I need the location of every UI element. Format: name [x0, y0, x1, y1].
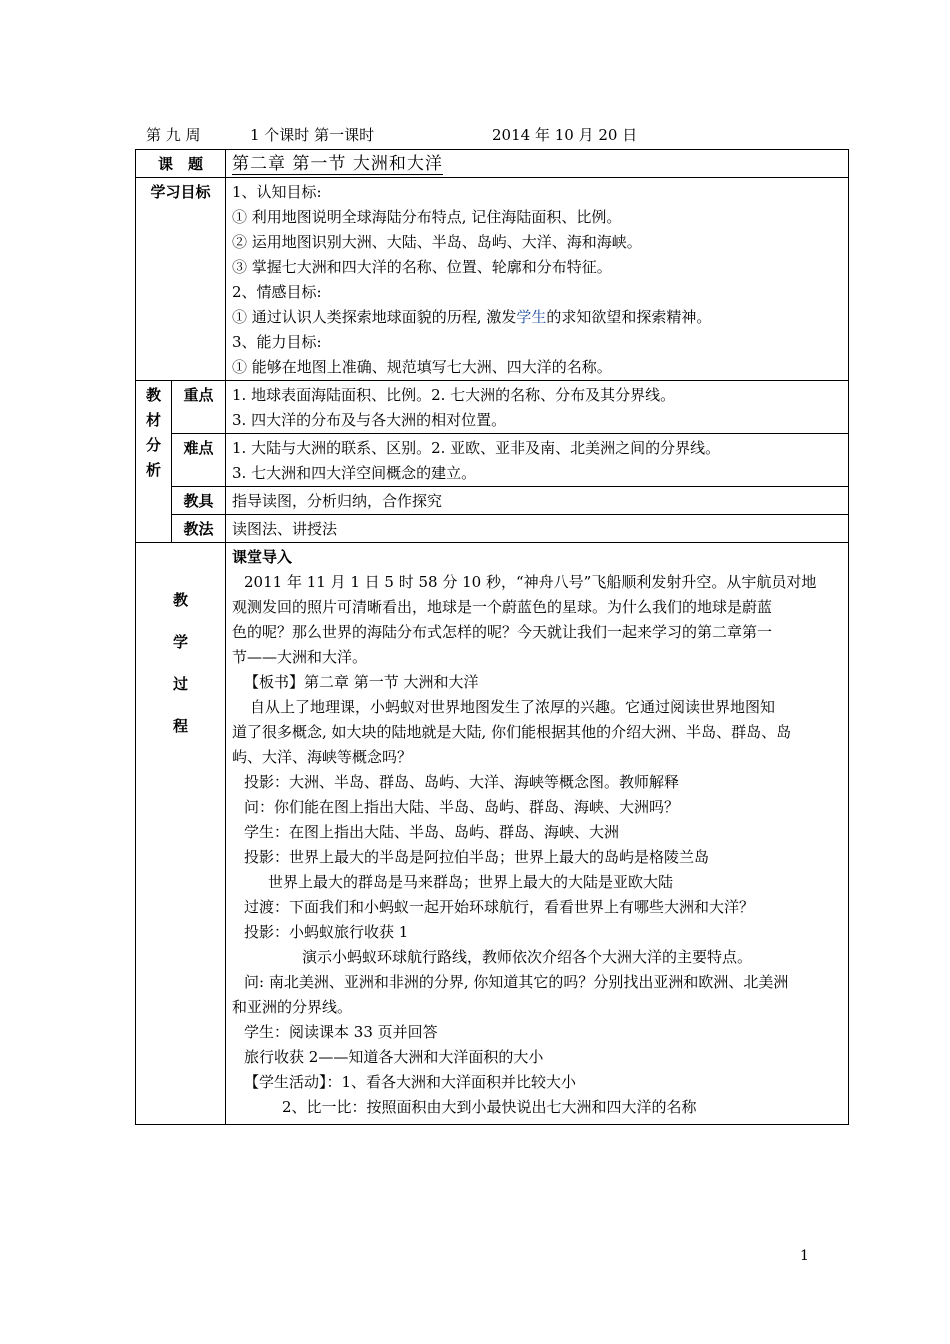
analysis-char: 材 — [145, 411, 161, 429]
key-points-content — [226, 381, 849, 434]
step-line: 投影：大洲、半岛、群岛、岛屿、大洋、海峡等概念图。教师解释 — [244, 773, 680, 791]
tools-label: 教具 — [172, 487, 226, 515]
analysis-char: 教 — [145, 386, 161, 404]
step-line: 旅行收获 2——知道各大洲和大洋面积的大小 — [244, 1048, 544, 1066]
analysis-char: 析 — [145, 461, 161, 479]
objective-text: ① 通过认识人类探索地球面貌的历程, 激发 — [232, 308, 517, 326]
paragraph-line: 屿、大洋、海峡等概念吗？ — [232, 748, 413, 766]
tools-row — [136, 487, 849, 515]
difficulty-content — [226, 434, 849, 487]
step-line: 问：你们能在图上指出大陆、半岛、岛屿、群岛、海峡、大洲吗？ — [244, 798, 680, 816]
activity-line: 2、比一比：按照面积由大到小最快说出七大洲和四大洋的名称 — [282, 1098, 697, 1116]
date-label: 2014 年 10 月 20 日 — [492, 126, 638, 144]
step-line: 【学生活动】：1、看各大洲和大洋面积并比较大小 — [244, 1073, 577, 1091]
step-line: 学生：在图上指出大陆、半岛、岛屿、群岛、海峡、大洲 — [244, 823, 620, 841]
step-line: 投影：小蚂蚁旅行收获 1 — [244, 923, 409, 941]
method-label: 教法 — [172, 515, 226, 543]
key-point-line: 1. 地球表面海陆面积、比例。2. 七大洲的名称、分布及其分界线。 — [232, 386, 676, 404]
page-number: 1 — [800, 1248, 809, 1264]
process-char: 过 — [173, 675, 189, 693]
lesson-plan-table — [135, 149, 849, 1125]
tools-content: 指导读图，分析归纳，合作探究 — [226, 487, 849, 515]
process-char: 学 — [173, 633, 189, 651]
process-label — [136, 543, 226, 1125]
objective-line: ① 利用地图说明全球海陆分布特点, 记住海陆面积、比例。 — [232, 208, 622, 226]
question-line: 和亚洲的分界线。 — [232, 998, 353, 1016]
objectives-row — [136, 178, 849, 381]
step-line-indented: 世界上最大的群岛是马来群岛；世界上最大的大陆是亚欧大陆 — [268, 873, 674, 891]
objective-line: ③ 掌握七大洲和四大洋的名称、位置、轮廓和分布特征。 — [232, 258, 612, 276]
paragraph-line: 自从上了地理课，小蚂蚁对世界地图发生了浓厚的兴趣。它通过阅读世界地图知 — [250, 698, 776, 716]
key-point-line: 3. 四大洋的分布及与各大洲的相对位置。 — [232, 411, 507, 429]
intro-line: 2011 年 11 月 1 日 5 时 58 分 10 秒，“神舟八号”飞船顺利发射升空。从宇航员对地 — [244, 573, 817, 591]
analysis-char: 分 — [145, 436, 161, 454]
method-content: 读图法、讲授法 — [226, 515, 849, 543]
demo-line: 演示小蚂蚁环球航行路线，教师依次介绍各个大洲大洋的主要特点。 — [302, 948, 753, 966]
week-label: 第 九 周 — [146, 126, 201, 144]
objective-line: 1、认知目标: — [232, 183, 322, 201]
intro-line: 节——大洲和大洋。 — [232, 648, 368, 666]
objective-line: 2、情感目标: — [232, 283, 322, 301]
board-note: 【板书】第二章 第一节 大洲和大洋 — [244, 673, 479, 691]
topic-label: 课 题 — [136, 150, 226, 178]
key-points-label: 重点 — [172, 381, 226, 434]
step-line: 投影：世界上最大的半岛是阿拉伯半岛；世界上最大的岛屿是格陵兰岛 — [244, 848, 710, 866]
process-row — [136, 543, 849, 1125]
process-char: 程 — [173, 717, 189, 735]
question-line: 问: 南北美洲、亚洲和非洲的分界, 你知道其它的吗？分别找出亚洲和欧洲、北美洲 — [244, 973, 789, 991]
objective-line: 3、能力目标: — [232, 333, 322, 351]
objectives-label: 学习目标 — [136, 178, 226, 381]
topic-title — [226, 150, 849, 178]
objective-line — [232, 305, 842, 330]
page-header — [146, 124, 846, 146]
topic-title-text: 第二章 第一节 大洲和大洋 — [232, 154, 443, 174]
method-row — [136, 515, 849, 543]
intro-title: 课堂导入 — [232, 548, 293, 566]
intro-line: 色的呢？那么世界的海陆分布式怎样的呢？今天就让我们一起来学习的第二章第一 — [232, 623, 773, 641]
objective-text-tail: 的求知欲望和探索精神。 — [546, 308, 712, 326]
objectives-content — [226, 178, 849, 381]
process-content — [226, 543, 849, 1125]
objective-highlight: 学生 — [516, 308, 547, 326]
lesson-label: 1 个课时 第一课时 — [250, 126, 375, 144]
step-line: 学生：阅读课本 33 页并回答 — [244, 1023, 438, 1041]
paragraph-line: 道了很多概念, 如大块的陆地就是大陆, 你们能根据其他的介绍大洲、半岛、群岛、岛 — [232, 723, 792, 741]
difficulty-line: 3. 七大洲和四大洋空间概念的建立。 — [232, 464, 477, 482]
difficulty-line: 1. 大陆与大洲的联系、区别。2. 亚欧、亚非及南、北美洲之间的分界线。 — [232, 439, 721, 457]
topic-row — [136, 150, 849, 178]
analysis-label — [136, 381, 172, 543]
difficulty-row — [136, 434, 849, 487]
objective-line: ① 能够在地图上准确、规范填写七大洲、四大洋的名称。 — [232, 358, 612, 376]
step-line: 过渡：下面我们和小蚂蚁一起开始环球航行，看看世界上有哪些大洲和大洋？ — [244, 898, 755, 916]
intro-line: 观测发回的照片可清晰看出，地球是一个蔚蓝色的星球。为什么我们的地球是蔚蓝 — [232, 598, 773, 616]
difficulty-label: 难点 — [172, 434, 226, 487]
process-char: 教 — [173, 591, 189, 609]
objective-line: ② 运用地图识别大洲、大陆、半岛、岛屿、大洋、海和海峡。 — [232, 233, 642, 251]
key-points-row — [136, 381, 849, 434]
